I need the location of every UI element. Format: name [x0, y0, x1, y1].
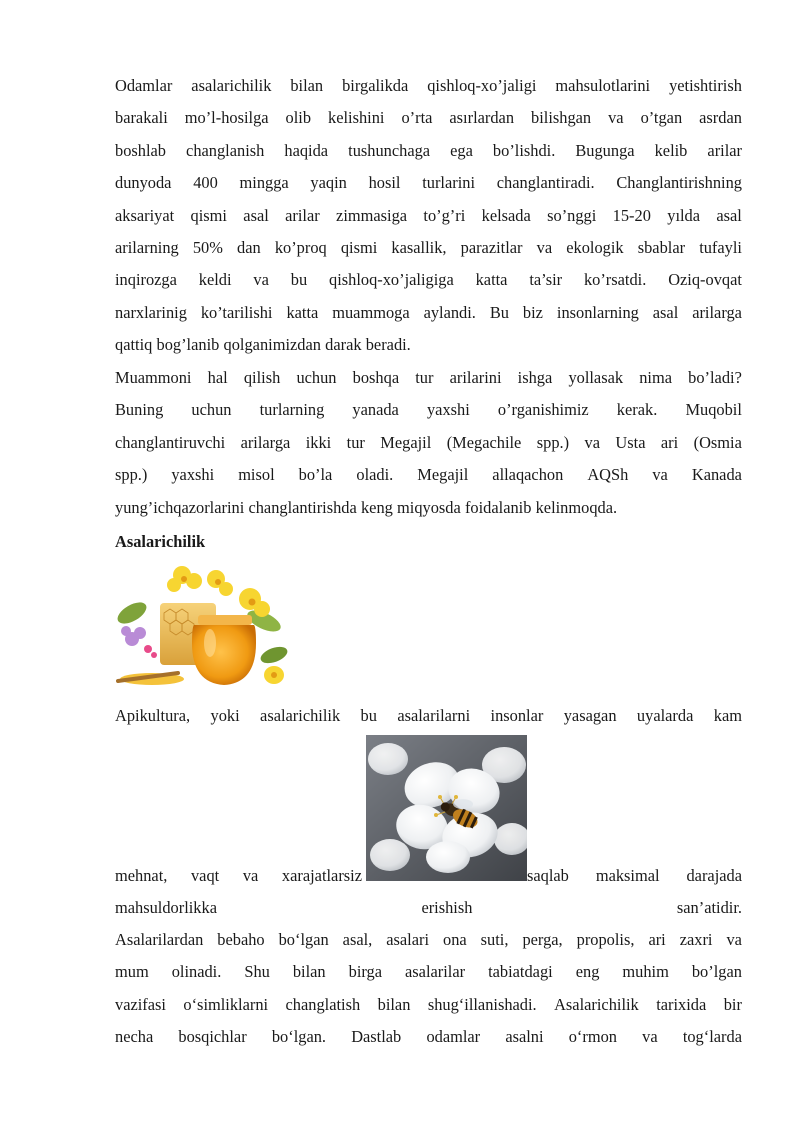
word: miqyosda — [397, 497, 461, 517]
word: mahsuldorlikka — [115, 898, 217, 918]
word: yetishtirish — [669, 76, 742, 95]
word: zimmasiga — [336, 205, 408, 225]
word: narxlarinig — [115, 302, 187, 322]
word: bu — [360, 706, 377, 725]
word: Kanada — [691, 465, 742, 485]
word: ari — [648, 930, 666, 949]
word: kelib — [654, 140, 688, 160]
word: ari — [660, 432, 679, 452]
word: aylandi. — [423, 302, 476, 322]
word: bo‘lgan. — [271, 1027, 327, 1047]
word: arilarga — [692, 302, 742, 322]
text-line — [115, 427, 742, 459]
word: o‘rmon — [568, 1027, 617, 1047]
word: barakali — [115, 108, 168, 128]
word: bilan — [290, 76, 324, 95]
word: tushunchaga — [348, 140, 431, 160]
word: asal — [652, 302, 679, 322]
word: shug‘illanishadi. — [427, 994, 537, 1014]
text-line — [115, 232, 742, 264]
paragraph-2 — [115, 362, 742, 524]
word: vazifasi — [115, 994, 166, 1014]
text-line — [115, 200, 742, 232]
word: birga — [348, 962, 383, 982]
word: (Osmia — [693, 432, 742, 452]
word: allaqachon — [492, 465, 564, 485]
word: Muqobil — [685, 400, 742, 420]
word: mingga — [239, 173, 289, 193]
word: yaqin — [310, 173, 347, 193]
word: katta — [286, 302, 319, 322]
word: muhim — [622, 962, 669, 982]
word: o’tgan — [640, 108, 683, 128]
mehnat-left-text: mehnat, vaqt va xarajatlarsiz — [115, 866, 362, 885]
text-line — [115, 700, 742, 732]
word: o’rganishimiz — [497, 400, 589, 420]
word: Muammoni — [115, 368, 192, 387]
word: perga, — [522, 930, 563, 949]
word: asalarichilik — [260, 706, 341, 725]
word: changlatish — [285, 994, 361, 1014]
word: Changlantirishning — [616, 173, 742, 193]
word: Megajil — [417, 465, 469, 485]
word: arilarga — [240, 432, 291, 452]
word: muammoga — [332, 302, 410, 322]
word: dan — [237, 237, 261, 257]
word: qismi — [190, 205, 227, 225]
word: Asalarilardan — [115, 930, 204, 949]
word: bo‘lgan — [278, 930, 329, 949]
word: arilar — [707, 140, 742, 160]
word: odamlar — [426, 1027, 481, 1047]
word: kelinmoqda. — [535, 497, 618, 517]
word: turlarini — [422, 173, 476, 193]
word: changlantirishda — [248, 497, 357, 517]
word: asalari — [386, 930, 430, 949]
text-line — [115, 924, 742, 956]
word: to’g’ri — [423, 205, 466, 225]
word: qilish — [243, 368, 281, 387]
word: olinadi. — [171, 962, 222, 982]
text-line — [115, 989, 742, 1021]
word: ko’proq — [274, 237, 327, 257]
word: asalarichilik — [191, 76, 272, 95]
word: kasallik, — [391, 237, 447, 257]
word: ishga — [517, 368, 553, 387]
word: 50% — [192, 237, 223, 257]
word: tufayli — [699, 237, 742, 257]
word: ko’tarilishi — [200, 302, 273, 322]
word: haqida — [284, 140, 329, 160]
word: insonlarning — [556, 302, 639, 322]
word: bilishgan — [531, 108, 592, 128]
text-line — [115, 860, 742, 892]
word: bilan — [377, 994, 411, 1014]
word: hal — [207, 368, 228, 387]
word: Asalarichilik — [554, 994, 639, 1014]
paragraph-1 — [115, 70, 742, 362]
word: Usta — [615, 432, 646, 452]
word: boshlab — [115, 140, 166, 160]
word: yoki — [210, 706, 240, 725]
word: Bugunga — [575, 140, 635, 160]
text-line — [115, 135, 742, 167]
apikultura-line-block — [115, 700, 742, 732]
word: 15-20 — [612, 205, 651, 225]
word: va — [253, 270, 269, 290]
word: aksariyat — [115, 205, 175, 225]
word: uchun — [296, 368, 337, 387]
word: sbablar — [637, 237, 686, 257]
word: Oziq-ovqat — [668, 270, 742, 290]
word: tabiatdagi — [488, 962, 553, 982]
mehnat-right-text: saqlab maksimal darajada — [527, 866, 742, 885]
text-line — [115, 264, 742, 296]
word: Apikultura, — [115, 706, 191, 725]
word: Megajil — [380, 432, 432, 452]
text-line — [115, 167, 742, 199]
word: AQSh — [587, 465, 629, 485]
word: zaxri — [679, 930, 713, 949]
paragraph-3 — [115, 924, 742, 1054]
word: arilarini — [449, 368, 502, 387]
word: qattiq — [115, 335, 153, 355]
word: spp.) — [536, 432, 570, 452]
word: necha — [115, 1027, 154, 1047]
text-line — [115, 892, 742, 924]
word: Bu — [489, 302, 509, 322]
word: ikki — [305, 432, 332, 452]
word: suti, — [480, 930, 509, 949]
text-line — [115, 1021, 742, 1053]
word: ekologik — [566, 237, 624, 257]
word: o’rta — [401, 108, 433, 128]
word: qolganimizdan — [223, 335, 321, 355]
word: tur — [346, 432, 365, 452]
word: bebaho — [217, 930, 265, 949]
word: ta’sir — [529, 270, 563, 290]
word: eng — [575, 962, 600, 982]
word: va — [608, 108, 624, 128]
word: va — [584, 432, 600, 452]
word: va — [652, 465, 668, 485]
word: hosil — [368, 173, 401, 193]
word: parazitlar — [460, 237, 523, 257]
text-line — [115, 297, 742, 329]
word: asalni — [505, 1027, 544, 1047]
word: qishloq-xo’jaligiga — [329, 270, 454, 290]
word: kerak. — [616, 400, 658, 420]
word: mo’l-hosilga — [184, 108, 269, 128]
word: yanada — [352, 400, 399, 420]
word: ona — [443, 930, 467, 949]
word: asalarilar — [405, 962, 466, 982]
word: biz — [522, 302, 543, 322]
word: va — [726, 930, 742, 949]
word: nima — [639, 368, 672, 387]
word: so’nggi — [547, 205, 597, 225]
word: insonlar — [490, 706, 544, 725]
word: bosqichlar — [178, 1027, 247, 1047]
word: Dastlab — [351, 1027, 402, 1047]
word: va — [642, 1027, 658, 1047]
word: asal — [243, 205, 269, 225]
word: turlarning — [259, 400, 325, 420]
word: spp.) — [115, 465, 148, 485]
word: san’atidir. — [676, 898, 742, 918]
word: 400 — [193, 173, 218, 193]
section-heading: Asalarichilik — [115, 532, 206, 551]
word: kelishini — [328, 108, 385, 128]
text-line — [115, 362, 742, 394]
word: changlantiradi. — [496, 173, 595, 193]
word: oladi. — [356, 465, 394, 485]
word: bilan — [292, 962, 326, 982]
word: bo’lishdi. — [492, 140, 556, 160]
word: misol — [238, 465, 275, 485]
word: inqirozga — [115, 270, 177, 290]
word: darak — [325, 335, 362, 355]
word: tarixida — [656, 994, 707, 1014]
word: asrdan — [699, 108, 742, 128]
word: Shu — [244, 962, 270, 982]
word: arilarning — [115, 237, 179, 257]
word: foidalanib — [464, 497, 532, 517]
word: katta — [475, 270, 508, 290]
word: asal — [716, 205, 742, 225]
word: o‘simliklarni — [183, 994, 269, 1014]
word: kam — [713, 706, 742, 725]
word: bir — [723, 994, 742, 1014]
word: olib — [285, 108, 312, 128]
text-line — [115, 329, 742, 361]
word: uchun — [191, 400, 232, 420]
word: tur — [415, 368, 434, 387]
word: beradi. — [365, 335, 411, 355]
word: changlanish — [186, 140, 265, 160]
word: boshqa — [352, 368, 400, 387]
mehnat-line-block — [115, 860, 742, 925]
word: bo’la — [298, 465, 333, 485]
word: bu — [290, 270, 308, 290]
word: keng — [360, 497, 393, 517]
word: yasagan — [563, 706, 617, 725]
text-line — [115, 394, 742, 426]
word: bog’lanib — [156, 335, 220, 355]
word: bo’ladi? — [688, 368, 742, 387]
word: arilar — [285, 205, 320, 225]
word: bo’lgan — [691, 962, 742, 982]
word: qismi — [340, 237, 378, 257]
word: mum — [115, 962, 149, 982]
word: asal, — [342, 930, 373, 949]
word: kelsada — [481, 205, 531, 225]
word: uyalarda — [636, 706, 694, 725]
word: (Megachile — [446, 432, 522, 452]
word: asalarilarni — [397, 706, 471, 725]
word: dunyoda — [115, 173, 172, 193]
word: qishloq-xo’jaligi — [427, 76, 537, 95]
word: mahsulotlarini — [555, 76, 651, 95]
text-line — [115, 956, 742, 988]
word: erishish — [421, 898, 473, 918]
word: asırlardan — [449, 108, 515, 128]
text-line — [115, 102, 742, 134]
text-line — [115, 459, 742, 491]
honey-flowers-image — [114, 563, 288, 691]
word: yılda — [667, 205, 701, 225]
text-line — [115, 70, 742, 102]
word: va — [536, 237, 553, 257]
word: birgalikda — [342, 76, 409, 95]
word: tog‘larda — [682, 1027, 742, 1047]
word: changlantiruvchi — [115, 432, 226, 452]
text-line — [115, 492, 742, 524]
word: keldi — [198, 270, 232, 290]
word: ega — [450, 140, 473, 160]
word: yaxshi — [171, 465, 215, 485]
word: yung’ichqazorlarini — [115, 497, 245, 517]
word: propolis, — [576, 930, 635, 949]
word: Odamlar — [115, 76, 173, 95]
word: Buning — [115, 400, 164, 420]
word: yaxshi — [426, 400, 470, 420]
word: ko’rsatdi. — [583, 270, 647, 290]
word: yollasak — [568, 368, 624, 387]
